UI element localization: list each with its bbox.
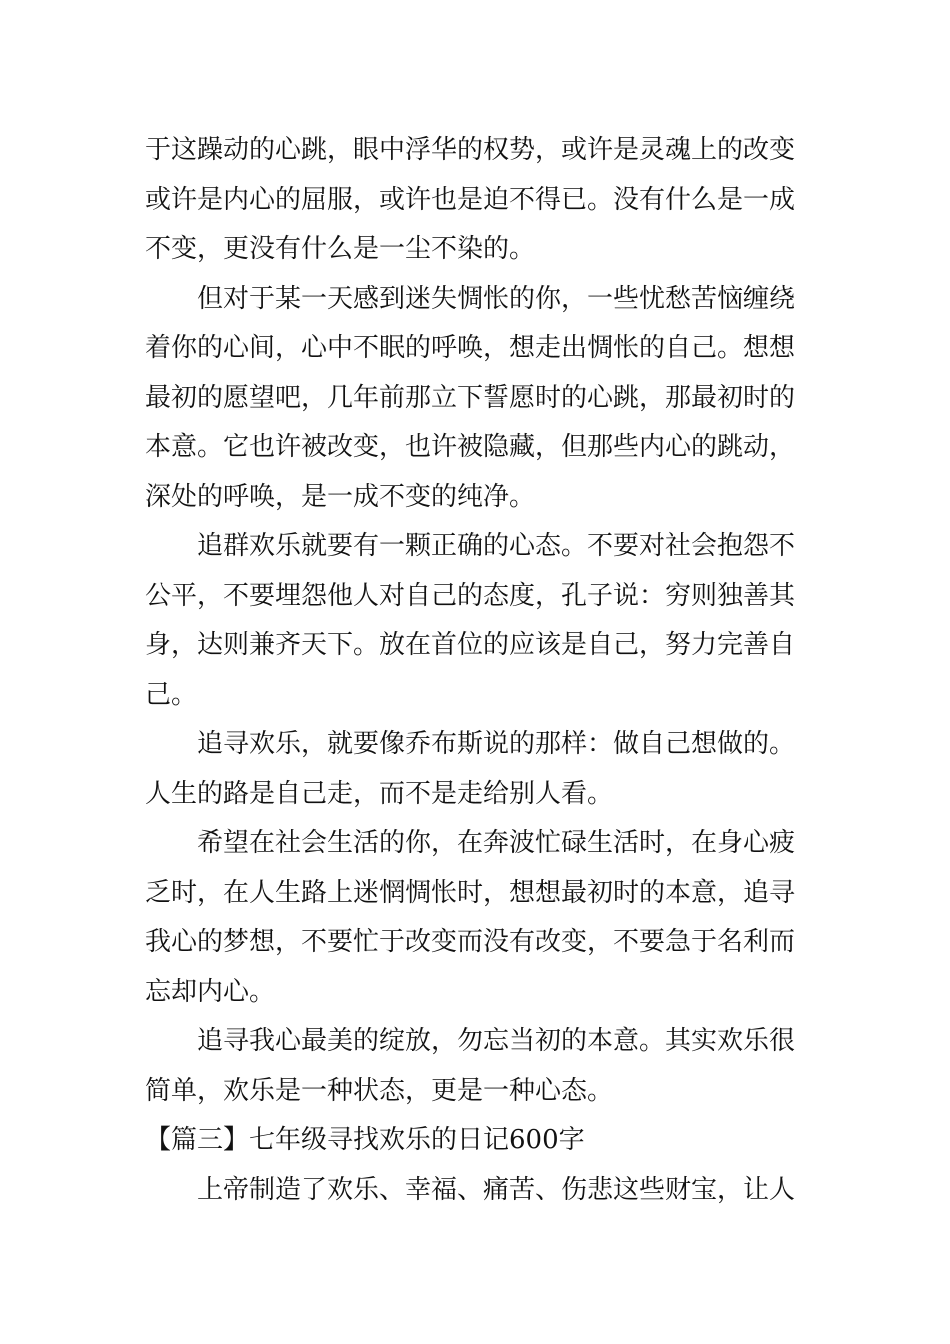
text-line: 本意。它也许被改变，也许被隐藏，但那些内心的跳动， [145,432,796,462]
text-line: 或许是内心的屈服，或许也是迫不得已。没有什么是一成 [145,184,796,215]
text-line: 简单，欢乐是一种状态，更是一种心态。 [145,1075,614,1106]
text-line: 忘却内心。 [145,976,276,1007]
text-line: 但对于某一天感到迷失惆怅的你，一些忧愁苦恼缠绕 [197,283,796,314]
text-line: 我心的梦想，不要忙于改变而没有改变，不要急于名利而 [145,927,796,957]
paragraph [145,126,815,275]
text-line: 不变，更没有什么是一尘不染的。 [145,234,536,264]
text-line: 人生的路是自己走，而不是走给别人看。 [145,778,614,809]
text-line: 上帝制造了欢乐、幸福、痛苦、伤悲这些财宝，让人 [197,1174,796,1205]
text-line: 希望在社会生活的你，在奔波忙碌生活时，在身心疲 [197,828,796,858]
text-line: 深处的呼唤，是一成不变的纯净。 [145,481,536,512]
text-line: 追群欢乐就要有一颗正确的心态。不要对社会抱怨不 [197,531,796,561]
text-line: 最初的愿望吧，几年前那立下誓愿时的心跳，那最初时的 [145,382,796,413]
paragraph [145,819,815,1017]
document-body [145,126,815,1215]
text-line: 追寻我心最美的绽放，勿忘当初的本意。其实欢乐很 [197,1026,796,1056]
text-line: 于这躁动的心跳，眼中浮华的权势，或许是灵魂上的改变 [145,135,796,165]
paragraph [145,1017,815,1116]
section-heading [145,1116,815,1166]
text-line: 身，达则兼齐天下。放在首位的应该是自己，努力完善自 [145,630,796,660]
paragraph [145,275,815,523]
paragraph [145,720,815,819]
heading-text: 【篇三】七年级寻找欢乐的日记600字 [145,1125,585,1155]
text-line: 乏时，在人生路上迷惘惆怅时，想想最初时的本意，追寻 [145,877,796,908]
paragraph [145,1166,815,1216]
text-line: 公平，不要埋怨他人对自己的态度，孔子说：穷则独善其 [145,580,796,611]
text-line: 着你的心间，心中不眠的呼唤，想走出惆怅的自己。想想 [145,333,796,363]
paragraph [145,522,815,720]
text-line: 追寻欢乐，就要像乔布斯说的那样：做自己想做的。 [197,729,796,759]
text-line: 己。 [145,679,198,710]
